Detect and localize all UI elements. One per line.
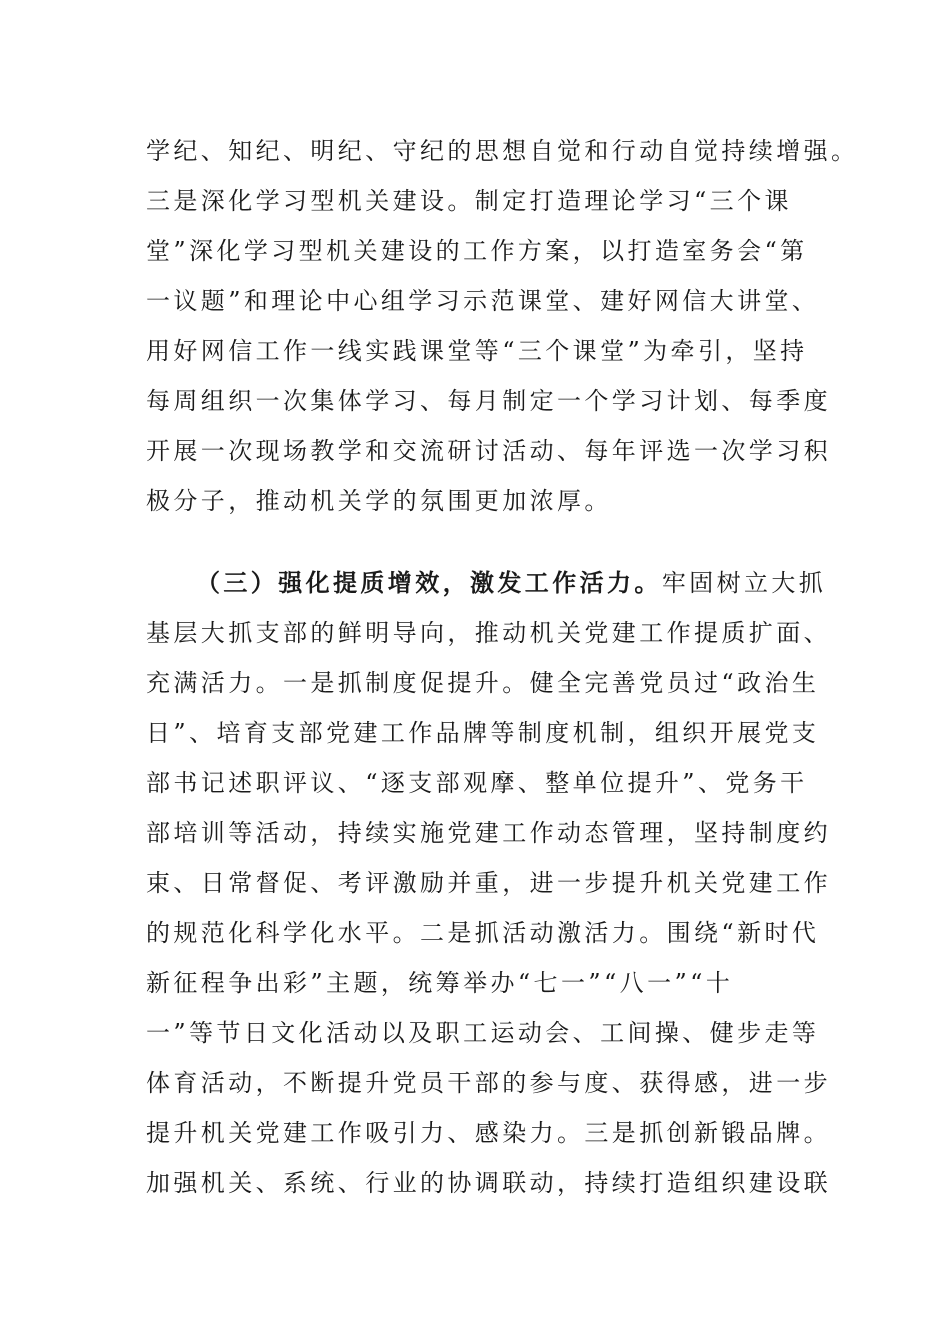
text-line: 部书记述职评议、“逐支部观摩、整单位提升”、党务干 bbox=[146, 769, 808, 797]
text-line: 部培训等活动，持续实施党建工作动态管理，坚持制度约 bbox=[146, 819, 831, 847]
text-line: 三是深化学习型机关建设。制定打造理论学习“三个课 bbox=[146, 187, 792, 215]
text-line: 日”、培育支部党建工作品牌等制度机制，组织开展党支 bbox=[146, 719, 820, 747]
text-run: 牢固树立大抓 bbox=[661, 569, 827, 597]
text-line: 一”等节日文化活动以及职工运动会、工间操、健步走等 bbox=[146, 1019, 820, 1047]
text-line: 开展一次现场教学和交流研讨活动、每年评选一次学习积 bbox=[146, 437, 831, 465]
text-line: 提升机关党建工作吸引力、感染力。三是抓创新锻品牌。 bbox=[146, 1119, 831, 1147]
text-line: 基层大抓支部的鲜明导向，推动机关党建工作提质扩面、 bbox=[146, 619, 831, 647]
text-line: 用好网信工作一线实践课堂等“三个课堂”为牵引，坚持 bbox=[146, 337, 808, 365]
text-line: 学纪、知纪、明纪、守纪的思想自觉和行动自觉持续增强。 bbox=[146, 137, 859, 165]
text-line: 的规范化科学化水平。二是抓活动激活力。围绕“新时代 bbox=[146, 919, 820, 947]
section-heading: （三）强化提质增效，激发工作活力。 bbox=[196, 569, 662, 597]
text-line: 极分子，推动机关学的氛围更加浓厚。 bbox=[146, 487, 612, 515]
text-line: 堂”深化学习型机关建设的工作方案，以打造室务会“第 bbox=[146, 237, 808, 265]
text-line: 新征程争出彩”主题，统筹举办“七一”“八一”“十 bbox=[146, 969, 734, 997]
text-line: 体育活动，不断提升党员干部的参与度、获得感，进一步 bbox=[146, 1069, 831, 1097]
text-line: 每周组织一次集体学习、每月制定一个学习计划、每季度 bbox=[146, 387, 831, 415]
text-line: 充满活力。一是抓制度促提升。健全完善党员过“政治生 bbox=[146, 669, 820, 697]
text-line: 加强机关、系统、行业的协调联动，持续打造组织建设联 bbox=[146, 1169, 831, 1197]
paragraph-first-line bbox=[196, 558, 826, 608]
text-line: 束、日常督促、考评激励并重，进一步提升机关党建工作 bbox=[146, 869, 831, 897]
text-line: 一议题”和理论中心组学习示范课堂、建好网信大讲堂、 bbox=[146, 287, 820, 315]
